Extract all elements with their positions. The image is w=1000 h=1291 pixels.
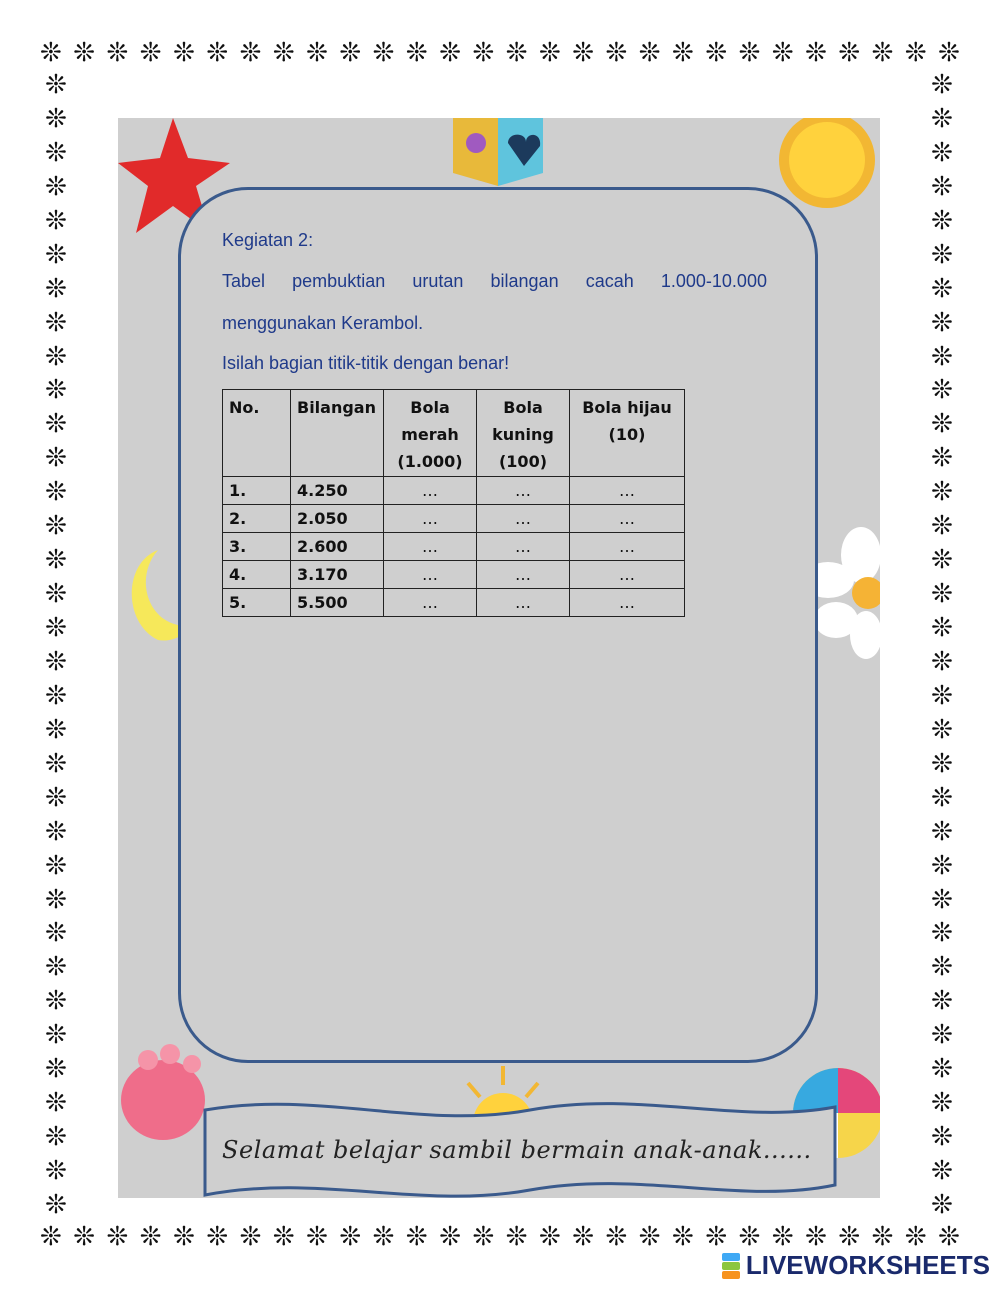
border-flower-icon: ❊ [931,477,953,508]
border-flower-icon: ❊ [45,613,67,643]
border-flower-icon: ❊ [45,205,67,236]
border-flower-icon: ❊ [538,1222,561,1252]
table-row [223,533,685,561]
border-flower-icon: ❊ [306,1222,328,1252]
border-flower-icon: ❊ [73,1222,96,1252]
border-flower-icon: ❊ [45,680,67,711]
row-no: 5. [223,589,291,617]
border-flower-icon: ❊ [538,38,561,68]
border-flower-icon: ❊ [45,782,67,813]
border-flower-icon: ❊ [505,38,528,68]
header-no: No. [223,390,291,477]
answer-bola-kuning[interactable]: … [477,561,570,589]
border-flower-icon: ❊ [938,38,960,68]
answer-bola-merah[interactable]: … [384,477,477,505]
border-flower-icon: ❊ [45,816,67,847]
border-flower-icon: ❊ [206,38,229,68]
border-flower-icon: ❊ [931,545,953,576]
border-flower-icon: ❊ [45,375,67,406]
border-flower-icon: ❊ [931,409,953,440]
border-flower-icon: ❊ [931,1020,953,1051]
border-flower-icon: ❊ [931,341,953,372]
border-flower-icon: ❊ [931,307,953,338]
border-flower-icon: ❊ [372,38,395,68]
row-bilangan: 3.170 [291,561,384,589]
border-flower-icon: ❊ [931,137,953,168]
answer-bola-merah[interactable]: … [384,505,477,533]
border-right [926,70,958,1220]
border-flower-icon: ❊ [931,646,953,677]
border-flower-icon: ❊ [272,1222,295,1252]
border-flower-icon: ❊ [771,1222,794,1252]
border-flower-icon: ❊ [705,38,728,68]
border-flower-icon: ❊ [405,1222,428,1252]
border-flower-icon: ❊ [472,1222,495,1252]
border-flower-icon: ❊ [738,38,761,68]
border-flower-icon: ❊ [45,70,67,100]
answer-bola-kuning[interactable]: … [477,505,570,533]
border-flower-icon: ❊ [45,137,67,168]
border-flower-icon: ❊ [931,273,953,304]
row-bilangan: 2.600 [291,533,384,561]
border-flower-icon: ❊ [605,38,628,68]
border-flower-icon: ❊ [931,613,953,643]
border-flower-icon: ❊ [439,1222,461,1252]
border-flower-icon: ❊ [931,579,953,610]
border-flower-icon: ❊ [931,748,953,779]
border-flower-icon: ❊ [931,103,953,134]
border-flower-icon: ❊ [931,782,953,813]
subtitle-word: 1.000-10.000 [660,271,767,291]
border-flower-icon: ❊ [638,1222,661,1252]
footer-message: Selamat belajar sambil bermain anak-anak...... [222,1136,812,1164]
subtitle-word: Tabel [222,271,266,291]
border-flower-icon: ❊ [45,850,67,881]
border-flower-icon: ❊ [372,1222,395,1252]
activity-subtitle-line2: menggunakan Kerambol. [222,313,424,333]
border-flower-icon: ❊ [838,1222,861,1252]
liveworksheets-icon [722,1253,740,1279]
border-left [40,70,72,1220]
border-flower-icon: ❊ [705,1222,728,1252]
border-flower-icon: ❊ [931,239,953,270]
border-flower-icon: ❊ [45,714,67,745]
answer-bola-hijau[interactable]: … [570,505,685,533]
border-flower-icon: ❊ [931,1156,953,1186]
border-flower-icon: ❊ [45,1122,67,1153]
answer-bola-merah[interactable]: … [384,533,477,561]
border-flower-icon: ❊ [572,1222,595,1252]
border-flower-icon: ❊ [45,579,67,610]
border-flower-icon: ❊ [306,38,328,68]
answer-bola-hijau[interactable]: … [570,589,685,617]
answer-bola-merah[interactable]: … [384,561,477,589]
border-flower-icon: ❊ [45,918,67,949]
answer-bola-kuning[interactable]: … [477,533,570,561]
answer-bola-hijau[interactable]: … [570,533,685,561]
border-flower-icon: ❊ [40,1222,62,1252]
border-flower-icon: ❊ [40,38,62,68]
border-flower-icon: ❊ [272,38,295,68]
border-flower-icon: ❊ [931,986,953,1017]
border-flower-icon: ❊ [805,38,827,68]
border-flower-icon: ❊ [931,816,953,847]
border-flower-icon: ❊ [45,307,67,338]
border-flower-icon: ❊ [871,1222,894,1252]
border-flower-icon: ❊ [505,1222,528,1252]
border-flower-icon: ❊ [904,1222,927,1252]
border-flower-icon: ❊ [931,171,953,202]
border-flower-icon: ❊ [605,1222,628,1252]
border-flower-icon: ❊ [173,38,195,68]
row-bilangan: 5.500 [291,589,384,617]
border-flower-icon: ❊ [931,680,953,711]
border-flower-icon: ❊ [45,545,67,576]
border-flower-icon: ❊ [45,239,67,270]
border-flower-icon: ❊ [931,443,953,474]
header-bola-merah: Bola merah (1.000) [384,390,477,477]
border-flower-icon: ❊ [931,511,953,542]
border-flower-icon: ❊ [239,1222,262,1252]
border-flower-icon: ❊ [45,1020,67,1051]
border-flower-icon: ❊ [45,986,67,1017]
border-flower-icon: ❊ [931,1189,953,1220]
border-flower-icon: ❊ [871,38,894,68]
header-bola-hijau: Bola hijau (10) [570,390,685,477]
subtitle-word: pembuktian [292,271,386,291]
border-flower-icon: ❊ [45,1156,67,1186]
border-flower-icon: ❊ [931,952,953,983]
border-flower-icon: ❊ [45,103,67,134]
answer-bola-kuning[interactable]: … [477,477,570,505]
border-flower-icon: ❊ [339,1222,362,1252]
row-bilangan: 4.250 [291,477,384,505]
border-flower-icon: ❊ [931,850,953,881]
border-flower-icon: ❊ [931,205,953,236]
border-flower-icon: ❊ [139,1222,162,1252]
activity-instruction: Isilah bagian titik-titik dengan benar! [222,353,510,373]
brand-logo [722,1250,990,1281]
answer-bola-merah[interactable]: … [384,589,477,617]
border-flower-icon: ❊ [45,1088,67,1119]
activity-title: Kegiatan 2: [222,230,314,250]
border-flower-icon: ❊ [45,477,67,508]
border-flower-icon: ❊ [139,38,162,68]
answer-bola-hijau[interactable]: … [570,477,685,505]
border-flower-icon: ❊ [45,1054,67,1085]
table-row [223,505,685,533]
border-flower-icon: ❊ [239,38,262,68]
border-flower-icon: ❊ [931,375,953,406]
border-flower-icon: ❊ [931,1088,953,1119]
answer-table [222,389,685,617]
subtitle-word: urutan [412,271,464,291]
row-no: 3. [223,533,291,561]
table-row [223,561,685,589]
border-flower-icon: ❊ [931,918,953,949]
subtitle-word: cacah [585,271,634,291]
border-flower-icon: ❊ [904,38,927,68]
border-flower-icon: ❊ [45,171,67,202]
border-flower-icon: ❊ [45,952,67,983]
border-flower-icon: ❊ [672,38,694,68]
border-flower-icon: ❊ [439,38,461,68]
border-flower-icon: ❊ [106,1222,129,1252]
border-flower-icon: ❊ [45,443,67,474]
table-row [223,589,685,617]
border-flower-icon: ❊ [106,38,129,68]
row-no: 1. [223,477,291,505]
border-flower-icon: ❊ [45,646,67,677]
border-flower-icon: ❊ [931,70,953,100]
header-bola-kuning: Bola kuning (100) [477,390,570,477]
border-flower-icon: ❊ [73,38,96,68]
border-flower-icon: ❊ [638,38,661,68]
answer-bola-hijau[interactable]: … [570,561,685,589]
header-bilangan: Bilangan [291,390,384,477]
row-no: 4. [223,561,291,589]
border-flower-icon: ❊ [931,1054,953,1085]
border-flower-icon: ❊ [931,884,953,915]
border-flower-icon: ❊ [931,714,953,745]
border-flower-icon: ❊ [45,1189,67,1220]
border-bottom [40,1222,960,1252]
answer-bola-kuning[interactable]: … [477,589,570,617]
border-flower-icon: ❊ [45,748,67,779]
table-row [223,477,685,505]
border-flower-icon: ❊ [931,1122,953,1153]
border-flower-icon: ❊ [738,1222,761,1252]
row-bilangan: 2.050 [291,505,384,533]
border-flower-icon: ❊ [45,341,67,372]
border-flower-icon: ❊ [938,1222,960,1252]
border-top [40,38,960,68]
border-flower-icon: ❊ [173,1222,195,1252]
border-flower-icon: ❊ [45,409,67,440]
border-flower-icon: ❊ [45,884,67,915]
activity-subtitle-line1 [222,271,767,292]
border-flower-icon: ❊ [339,38,362,68]
border-flower-icon: ❊ [805,1222,827,1252]
row-no: 2. [223,505,291,533]
border-flower-icon: ❊ [405,38,428,68]
table-header-row [223,390,685,477]
border-flower-icon: ❊ [572,38,595,68]
subtitle-word: bilangan [490,271,559,291]
border-flower-icon: ❊ [206,1222,229,1252]
border-flower-icon: ❊ [472,38,495,68]
border-flower-icon: ❊ [45,511,67,542]
border-flower-icon: ❊ [45,273,67,304]
brand-name: LIVEWORKSHEETS [745,1250,990,1280]
border-flower-icon: ❊ [771,38,794,68]
border-flower-icon: ❊ [838,38,861,68]
toy-block-icon [448,118,548,188]
border-flower-icon: ❊ [672,1222,694,1252]
